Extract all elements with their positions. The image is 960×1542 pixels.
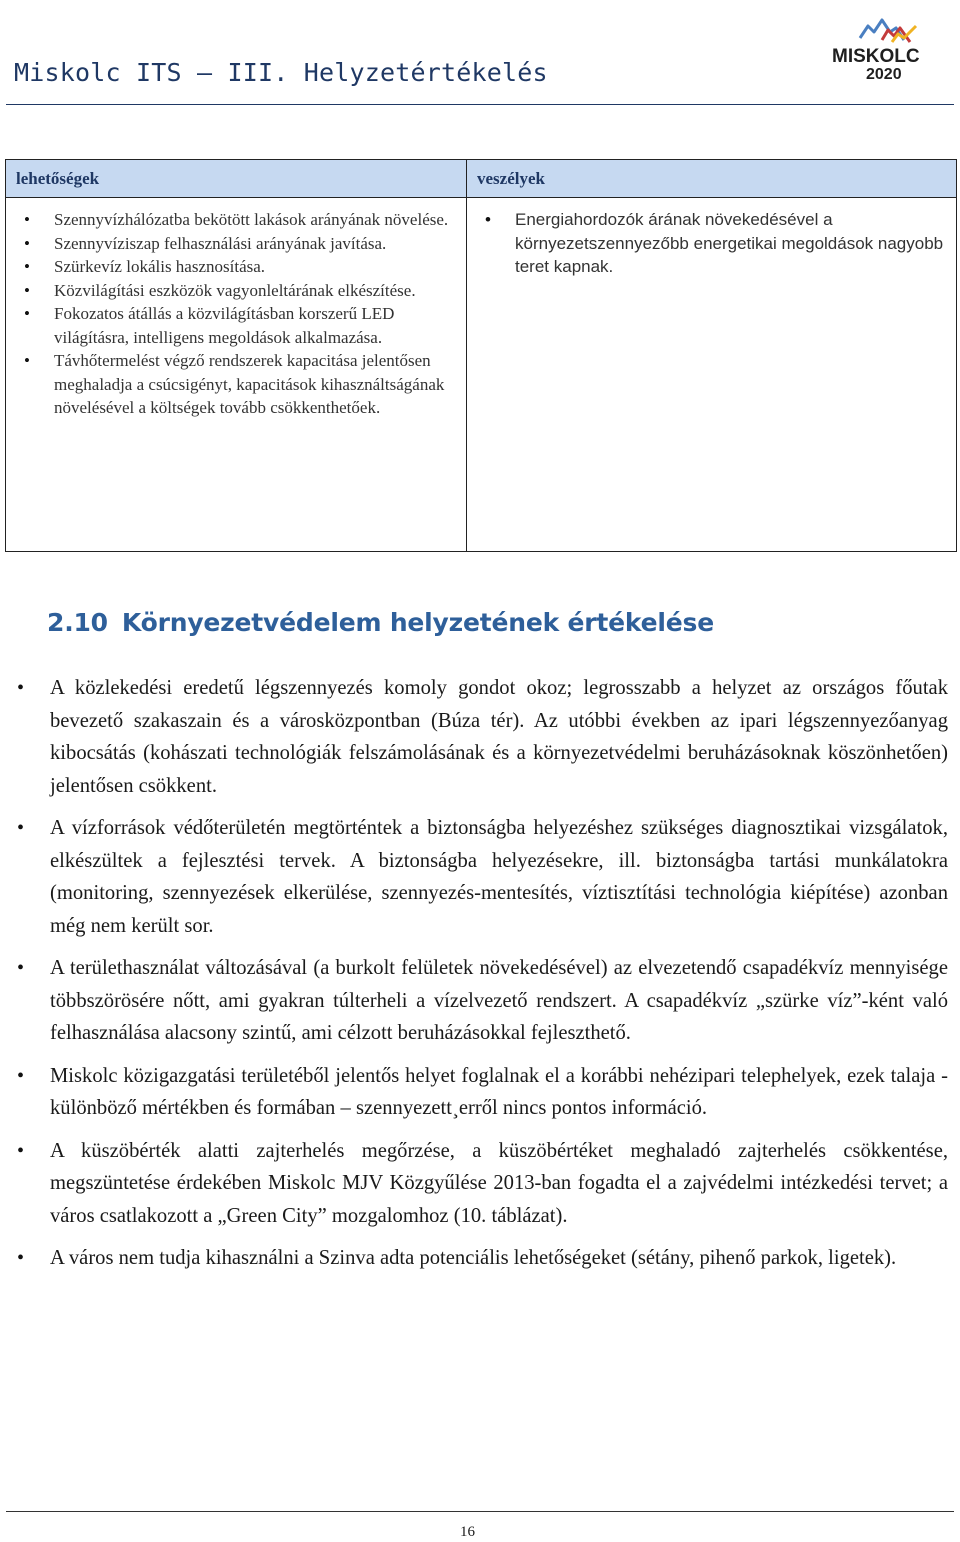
threats-header: veszélyek xyxy=(467,160,957,198)
page-number: 16 xyxy=(460,1524,475,1540)
miskolc-2020-logo xyxy=(830,18,948,80)
logo-year: 2020 xyxy=(866,66,902,80)
swot-table xyxy=(5,159,957,552)
list-item: • Távhőtermelést végző rendszerek kapacitása jelentősen meghaladja a csúcsigényt, kapacitások kihasználtságának növelésével a költségek tovább csökkenthetőek. xyxy=(54,349,456,420)
logo-text: MISKOLC xyxy=(832,46,920,67)
list-item: • Szennyvízhálózatba bekötött lakások arányának növelése. xyxy=(54,208,456,232)
paragraph-item: • A közlekedési eredetű légszennyezés komoly gondot okoz; legrosszabb a helyzet az országos főutak bevezető szakaszain és a városközpontban (Búza tér). Az utóbbi években az ipari légszennyezőanyag kibocsátás (kohászati technológiák felszámolásának és a környezetvédelmi beruházásoknak köszönhetően) jelentősen csökkent. xyxy=(50,672,948,802)
header-divider xyxy=(6,104,954,105)
list-item: • Fokozatos átállás a közvilágításban korszerű LED világításra, intelligens megoldások alkalmazása. xyxy=(54,302,456,349)
opportunities-cell xyxy=(6,198,467,552)
list-item: • Szennyvíziszap felhasználási arányának javítása. xyxy=(54,232,456,256)
paragraph-item: • A város nem tudja kihasználni a Szinva adta potenciális lehetőségeket (sétány, pihenő parkok, ligetek). xyxy=(50,1242,948,1275)
list-item: • Közvilágítási eszközök vagyonleltárának elkészítése. xyxy=(54,279,456,303)
list-item: • Szürkevíz lokális hasznosítása. xyxy=(54,255,456,279)
section-number: 2.10 xyxy=(47,608,108,637)
threats-list xyxy=(477,208,946,279)
document-header-title: Miskolc ITS – III. Helyzetértékelés xyxy=(14,58,548,87)
section-heading xyxy=(47,608,714,637)
paragraph-item: • A küszöbérték alatti zajterhelés megőrzése, a küszöbértéket meghaladó zajterhelés csökkentése, megszüntetése érdekében Miskolc MJV Közgyűlése 2013-ban fogadta el a zajvédelmi intézkedési tervet; a város csatlakozott a „Green City” mozgalomhoz (10. táblázat). xyxy=(50,1135,948,1233)
list-item: • Energiahordozók árának növekedésével a környezetszennyezőbb energetikai megoldások nagyobb teret kapnak. xyxy=(515,208,946,279)
paragraph-item: • A területhasználat változásával (a burkolt felületek növekedésével) az elvezetendő csapadékvíz mennyisége többszörösére nőtt, ami gyakran túlterheli a vízelvezető rendszert. A csapadékvíz „szürke víz”-ként való felhasználása alacsony szintű, ami célzott beruházásokkal fejleszthető. xyxy=(50,952,948,1050)
footer-divider xyxy=(6,1511,954,1512)
body-bullet-list xyxy=(50,672,948,1285)
logo-skyline-icon xyxy=(860,20,916,42)
threats-cell xyxy=(467,198,957,552)
opportunities-list xyxy=(16,208,456,420)
paragraph-item: • A vízforrások védőterületén megtörténtek a biztonságba helyezéshez szükséges diagnosztikai vizsgálatok, elkészültek a fejlesztési tervek. A biztonságba helyezésekre, ill. biztonságba tartási munkálatokra (monitoring, szennyezések elkerülése, szennyezés-mentesítés, víztisztítási technológia kiépítése) azonban még nem került sor. xyxy=(50,812,948,942)
opportunities-header: lehetőségek xyxy=(6,160,467,198)
paragraph-item: • Miskolc közigazgatási területéből jelentős helyet foglalnak el a korábbi nehézipari telephelyek, ezek talaja - különböző mértékben és formában – szennyezett¸erről nincs pontos információ. xyxy=(50,1060,948,1125)
section-title: Környezetvédelem helyzetének értékelése xyxy=(121,608,714,637)
